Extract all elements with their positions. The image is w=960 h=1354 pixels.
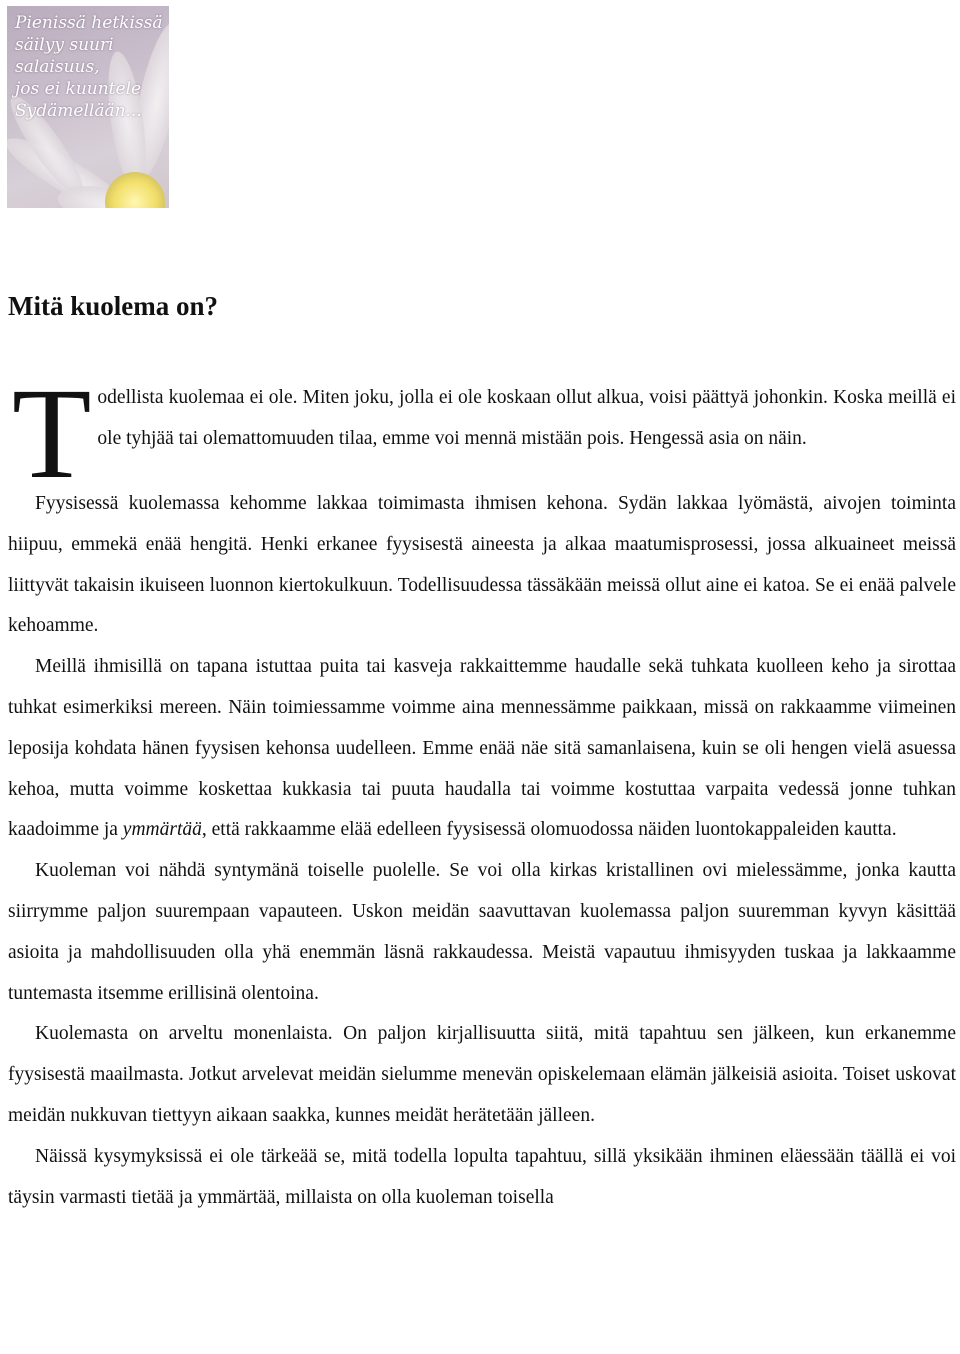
paragraph-6: Näissä kysymyksissä ei ole tärkeää se, mitä todella lopulta tapahtuu, sillä yksikään ihminen eläessään täällä ei voi täysin varmasti tietää ja ymmärtää, millaista on olla kuoleman toisella [8, 1145, 956, 1208]
cover-quote: Pienissä hetkissä säilyy suuri salaisuus, jos ei kuuntele Sydämellään... [15, 13, 163, 121]
paragraph-1 [8, 362, 956, 506]
paragraph-3-text: Meillä ihmisillä on tapana istuttaa puita tai kasveja rakkaittemme haudalle sekä tuhkata kuolleen keho ja sirottaa tuhkat esimerkiksi mereen. Näin toimiessamme voimme aina mennessämme paikkaan, missä on rakkaamme viimeinen leposija kohdata hänen fyysisen kehonsa uudelleen. Emme enää näe sitä samanlaisena, kuin se oli hengen vielä asuessa kehoa, mutta voimme koskettaa kukkasia tai puuta haudalla tai voimme kostuttaa varpaita vedessä jonne tuhkan kaadoimme ja [8, 656, 956, 841]
paragraph-3-end: , että rakkaamme elää edelleen fyysisessä olomuodossa näiden luontokappaleiden kautta. [201, 819, 897, 841]
paragraph-2: Fyysisessä kuolemassa kehomme lakkaa toimimasta ihmisen kehona. Sydän lakkaa lyömästä, aivojen toiminta hiipuu, emmekä enää hengitä. Henki erkanee fyysisestä aineesta ja alkaa maatumisprosessi, jossa alkuaineet meissä liittyvät takaisin ikuiseen luonnon kiertokulkuun. Todellisuudessa tässäkään meissä ollut aine ei katoa. Se ei enää palvele kehoamme. [8, 493, 956, 637]
emphasis-ymmartaa: ymmärtää [122, 819, 202, 841]
paragraph-4: Kuoleman voi nähdä syntymänä toiselle puolelle. Se voi olla kirkas kristallinen ovi mielessämme, jonka kautta siirrymme paljon suurempaan vapauteen. Uskon meidän saavuttavan kuolemassa paljon suuremman kyvyn käsittää asioita ja mahdollisuuden olla yhä enemmän läsnä rakkaudessa. Meistä vapautuu ihmisyyden tuskaa ja lakkaamme tuntemasta itsemme erillisinä olentoina. [8, 860, 956, 1004]
cover-image [7, 6, 169, 208]
paragraph-1-text: odellista kuolemaa ei ole. Miten joku, jolla ei ole koskaan ollut alkua, voisi päättyä johonkin. Koska meillä ei ole tyhjää tai olemattomuuden tilaa, emme voi mennä mistään pois. Hengessä asia on näin. [97, 387, 956, 449]
drop-cap: T [12, 362, 92, 506]
paragraph-3 [8, 647, 956, 851]
page-title: Mitä kuolema on? [8, 291, 219, 321]
article-body [8, 362, 956, 1218]
paragraph-5: Kuolemasta on arveltu monenlaista. On paljon kirjallisuutta siitä, mitä tapahtuu sen jälkeen, kun erkanemme fyysisestä maailmasta. Jotkut arvelevat meidän sielumme menevän opiskelemaan elämän jälkeisiä asioita. Toiset uskovat meidän nukkuvan tiettyyn aikaan saakka, kunnes meidät herätetään jälleen. [8, 1023, 956, 1126]
